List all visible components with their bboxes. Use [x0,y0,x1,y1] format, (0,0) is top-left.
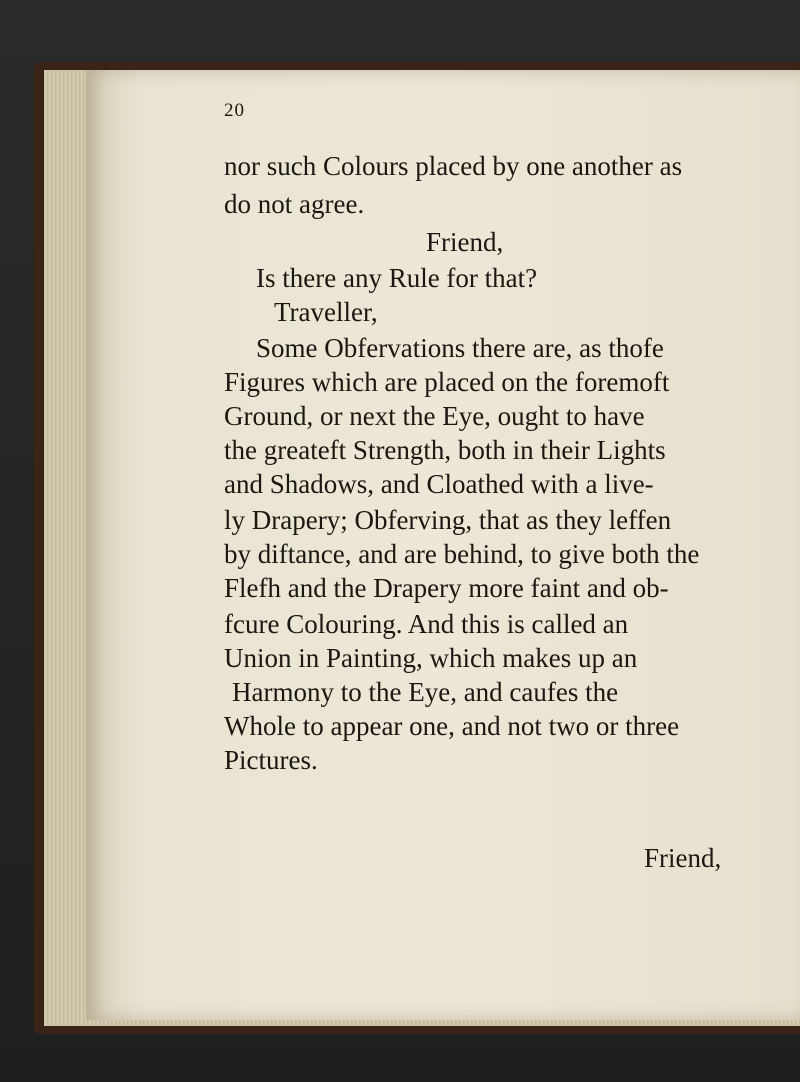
text-line: by diftance, and are behind, to give both the [224,539,700,569]
text-line: Harmony to the Eye, and caufes the [232,677,619,707]
text-line: the greateft Strength, both in their Lights [224,435,666,465]
text-line: do not agree. [224,189,365,219]
text-line: nor such Colours placed by one another as [224,151,683,181]
text-line: ly Drapery; Obferving, that as they leffen [224,505,672,535]
text-line: fcure Colouring. And this is called an [224,609,629,639]
page-number: 20 [224,100,245,121]
text-line: Pictures. [224,745,318,775]
text-line: and Shadows, and Cloathed with a live- [224,469,654,499]
speaker-friend: Friend, [644,843,722,873]
speaker-traveller: Traveller, [274,297,378,327]
text-line: Union in Painting, which makes up an [224,643,638,673]
text-line: Flefh and the Drapery more faint and ob- [224,573,669,603]
text-line: Figures which are placed on the foremoft [224,367,670,397]
page-text [140,0,780,1082]
text-line: Some Obfervations there are, as thofe [256,333,664,363]
text-line: Whole to appear one, and not two or three [224,711,680,741]
speaker-friend: Friend, [426,227,504,257]
text-line: Ground, or next the Eye, ought to have [224,401,645,431]
text-line: Is there any Rule for that? [256,263,538,293]
